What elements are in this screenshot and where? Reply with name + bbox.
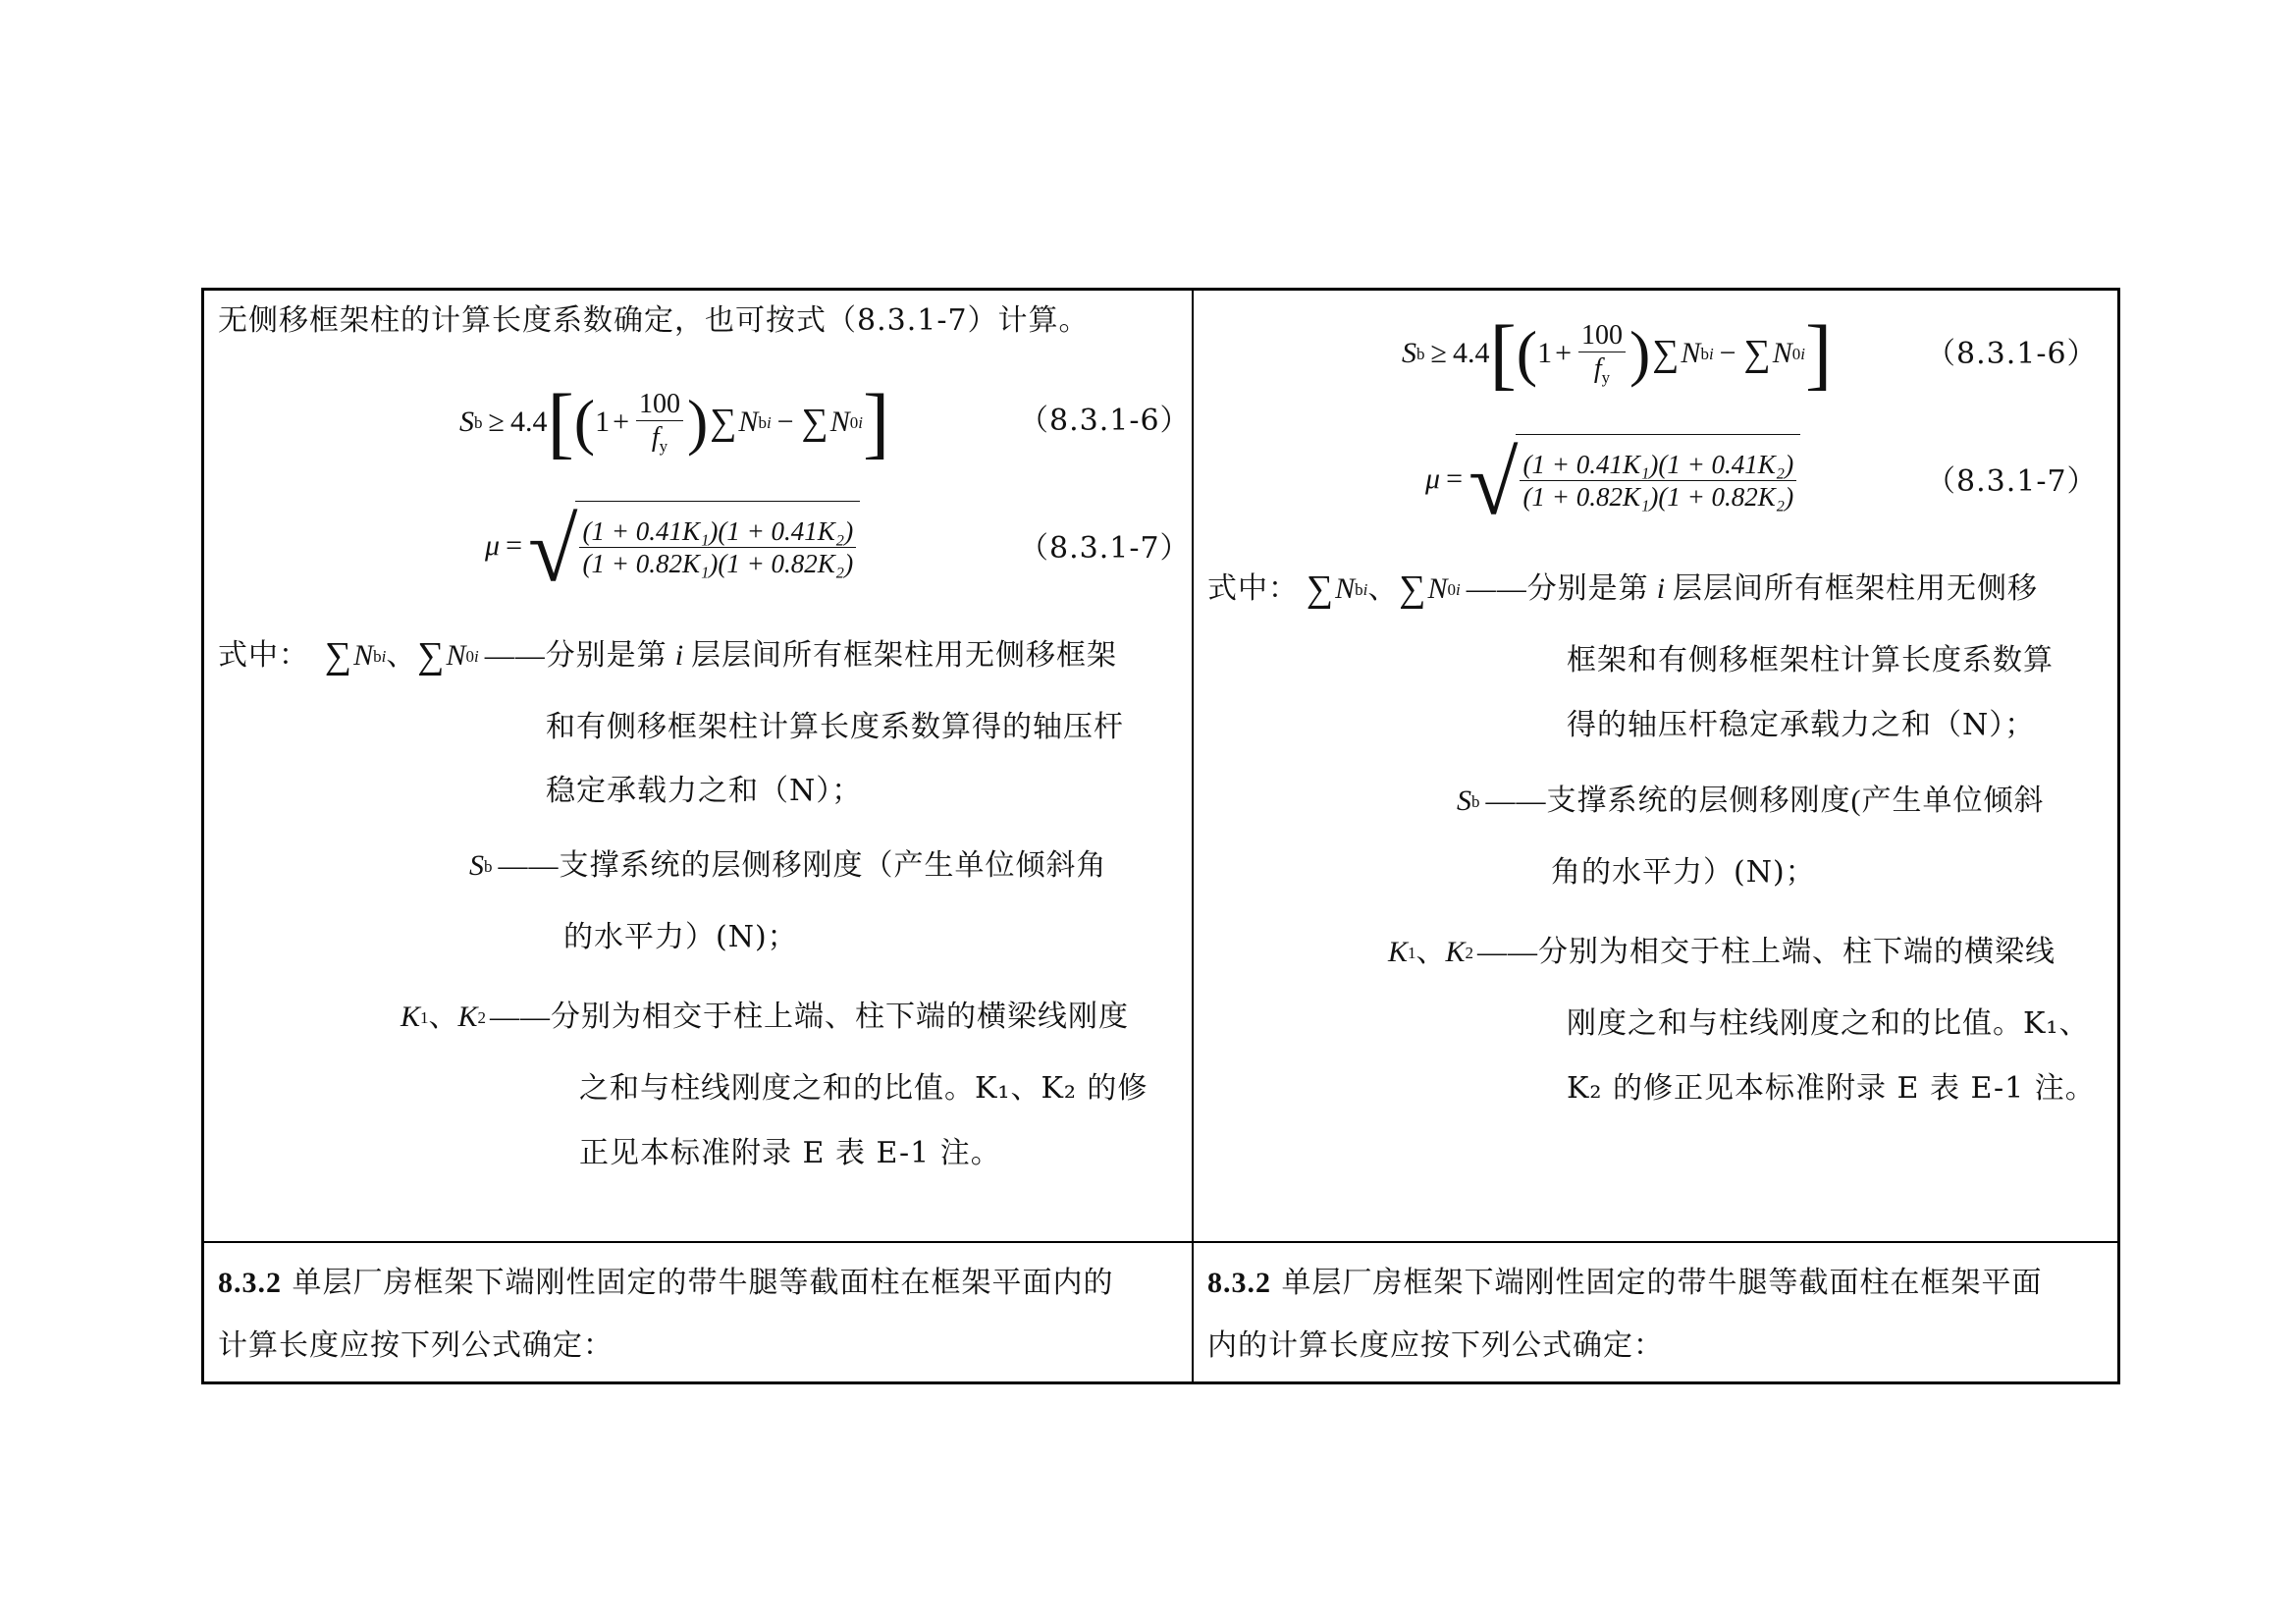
left-sb-line1: S b ——支撑系统的层侧移刚度（产生单位倾斜角 — [469, 849, 1107, 882]
right-section-line1: 8.3.2 单层厂房框架下端刚性固定的带牛腿等截面柱在框架平面 — [1207, 1266, 2043, 1300]
right-k-line3: K₂ 的修正见本标准附录 E 表 E-1 注。 — [1567, 1071, 2096, 1106]
left-k-line3: 正见本标准附录 E 表 E-1 注。 — [579, 1136, 1001, 1170]
left-nb-line1: 式中： ∑ N bi 、 ∑ N 0i ——分别是第 i 层层间所有框架柱用无侧移框架 — [218, 635, 1118, 677]
right-nb-line1: 式中： ∑ N bi 、 ∑ N 0i ——分别是第 i 层层间所有框架柱用无侧移 — [1207, 568, 2039, 610]
left-section-number: 8.3.2 — [218, 1267, 282, 1299]
right-nb-line2: 框架和有侧移框架柱计算长度系数算 — [1567, 643, 2054, 677]
right-k-line2: 刚度之和与柱线刚度之和的比值。K₁、 — [1567, 1006, 2090, 1041]
left-section-line1: 8.3.2 单层厂房框架下端刚性固定的带牛腿等截面柱在框架平面内的 — [218, 1266, 1114, 1300]
left-eq6-label: （8.3.1-6） — [1019, 404, 1191, 438]
left-k-line2: 之和与柱线刚度之和的比值。K₁、K₂ 的修 — [579, 1071, 1148, 1106]
left-section-line2: 计算长度应按下列公式确定： — [218, 1328, 614, 1363]
left-eq6-formula: S b ≥ 4.4 [ ( 1 + $\frac{100}{f_y}$ ) ∑ N bi − ∑ N 0i ] — [459, 377, 890, 466]
column-divider — [1192, 288, 1194, 1384]
left-eq7-label: （8.3.1-7） — [1019, 531, 1191, 566]
right-eq6-formula: S b ≥ 4.4 [ ( 1 + $\frac{100}{f_y}$ ) ∑ N bi − ∑ N 0i ] — [1402, 308, 1833, 398]
left-sb-line2: 的水平力）(N)； — [563, 920, 798, 954]
left-nb-line2: 和有侧移框架柱计算长度系数算得的轴压杆 — [546, 710, 1124, 744]
left-k-line1: K 1 、 K 2 ——分别为相交于柱上端、柱下端的横梁线刚度 — [400, 1001, 1130, 1033]
left-eq7-formula: μ = √ $\frac{\text{(1 + 0.41K₁)(1 + 0.41K₂)}}{\text{(1 + 0.82K₁)(1 + 0.82K₂)}}$ — [485, 499, 860, 593]
right-k-line1: K 1 、 K 2 ——分别为相交于柱上端、柱下端的横梁线 — [1388, 936, 2056, 968]
right-eq7-label: （8.3.1-7） — [1926, 464, 2098, 499]
right-eq7-formula: μ = √ $\frac{\text{(1 + 0.41K₁)(1 + 0.41K₂)}}{\text{(1 + 0.82K₁)(1 + 0.82K₂)}}$ — [1425, 432, 1800, 526]
right-eq6-label: （8.3.1-6） — [1926, 337, 2098, 371]
right-sb-line2: 角的水平力）(N)； — [1551, 855, 1816, 890]
right-nb-line3: 得的轴压杆稳定承载力之和（N）； — [1567, 708, 2036, 742]
left-nb-line3: 稳定承载力之和（N）； — [546, 774, 863, 808]
right-section-number: 8.3.2 — [1207, 1267, 1271, 1299]
right-section-line2: 内的计算长度应按下列公式确定： — [1207, 1328, 1664, 1363]
row-divider — [201, 1241, 2120, 1243]
left-intro: 无侧移框架柱的计算长度系数确定，也可按式（8.3.1-7）计算。 — [218, 303, 1090, 338]
right-sb-line1: S b ——支撑系统的层侧移刚度(产生单位倾斜 — [1457, 785, 2045, 817]
